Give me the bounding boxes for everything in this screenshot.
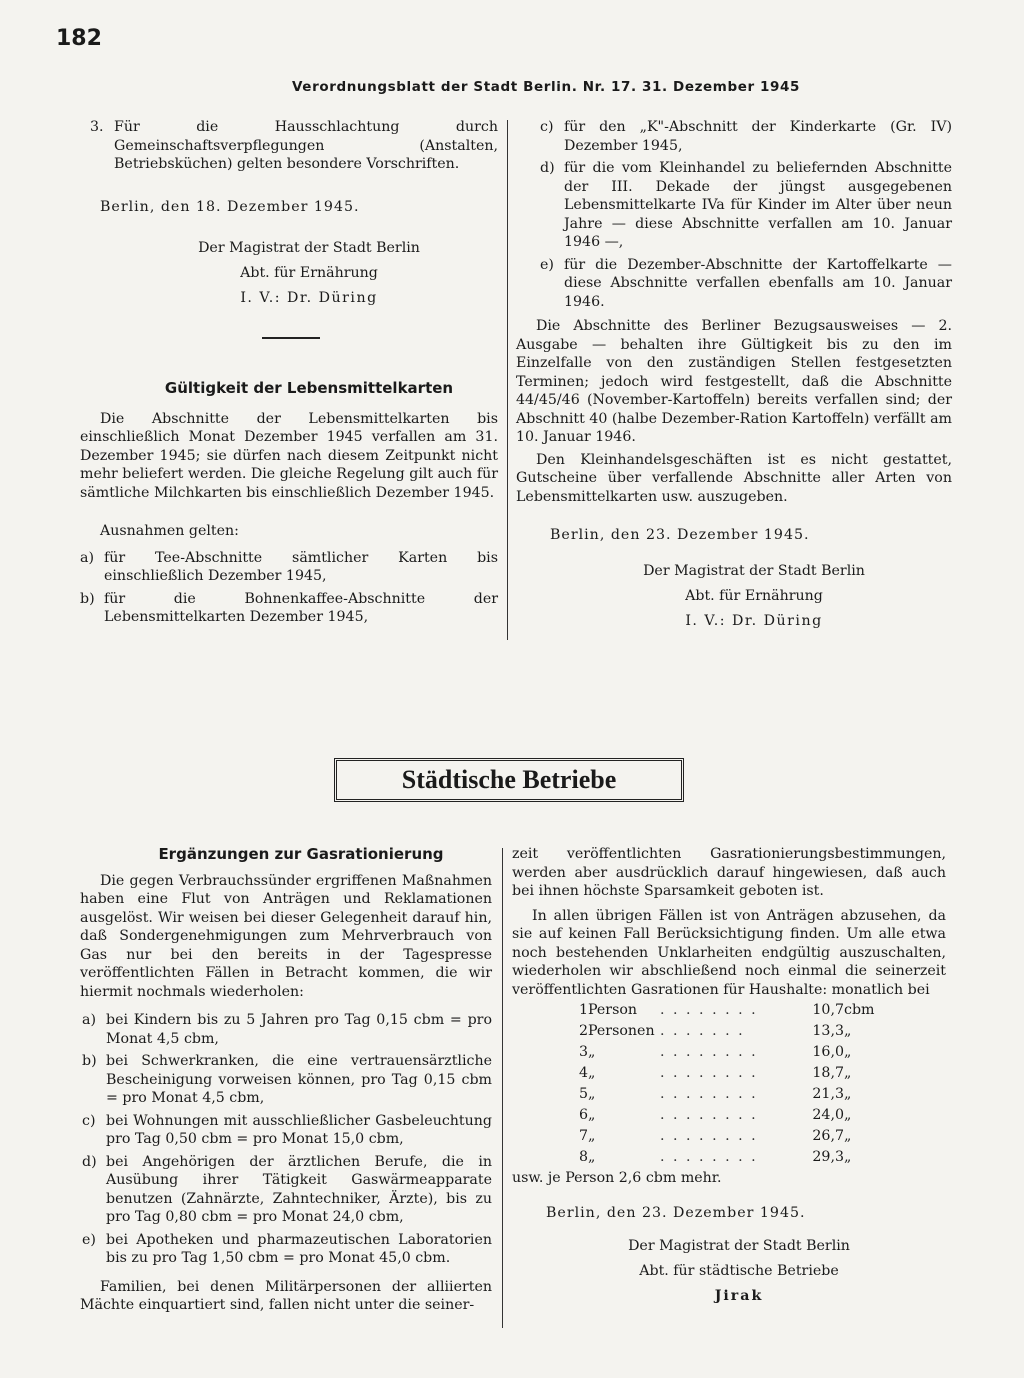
persons-word: „ bbox=[588, 1128, 596, 1144]
section-title: Städtische Betriebe bbox=[334, 758, 684, 802]
list-item bbox=[90, 118, 498, 174]
item-label: b) bbox=[82, 1053, 97, 1069]
leader-dots: . . . . . . . . bbox=[660, 1107, 758, 1123]
item-text: für Tee-Abschnitte sämtlicher Karten bis einschließlich Dezember 1945, bbox=[104, 549, 498, 584]
list-item bbox=[82, 1052, 492, 1108]
persons-count: 5 bbox=[578, 1086, 588, 1102]
persons-word: „ bbox=[588, 1065, 596, 1081]
paragraph: zeit veröffentlichten Gasrationierungsbestimmungen, werden aber ausdrücklich darauf hingewiesen, daß auch bei ihnen höchste Sparsamkeit geboten ist. bbox=[512, 846, 946, 899]
paragraph: Den Kleinhandelsgeschäften ist es nicht gestattet, Gutscheine über verfallende Abschnitte aller Arten von Lebensmittelkarten usw. auszugeben. bbox=[516, 451, 952, 505]
section-heading: Ergänzungen zur Gasrationierung bbox=[158, 845, 444, 863]
left-column-top bbox=[80, 118, 498, 629]
table-row bbox=[570, 1148, 874, 1169]
list-item bbox=[80, 549, 498, 586]
item-label: a) bbox=[80, 549, 94, 566]
item-text: bei Kindern bis zu 5 Jahren pro Tag 0,15 cbm = pro Monat 4,5 cbm, bbox=[106, 1012, 492, 1047]
ration-value: 13,3 bbox=[812, 1023, 844, 1039]
persons-count: 1 bbox=[578, 1002, 588, 1018]
ration-value: 26,7 bbox=[812, 1128, 844, 1144]
gas-ration-table bbox=[570, 1001, 874, 1169]
table-row bbox=[570, 1022, 874, 1043]
persons-count: 7 bbox=[578, 1128, 588, 1144]
ration-unit: cbm bbox=[844, 1002, 875, 1018]
leader-dots: . . . . . . . . bbox=[660, 1044, 758, 1060]
item-text: für die Dezember-Abschnitte der Kartoffelkarte — diese Abschnitte verfallen ebenfalls am 10. Januar 1946. bbox=[564, 256, 952, 310]
paragraph: usw. je Person 2,6 cbm mehr. bbox=[512, 1170, 722, 1186]
table-row bbox=[570, 1085, 874, 1106]
ration-unit: „ bbox=[844, 1044, 852, 1060]
paragraph: Die gegen Verbrauchssünder ergriffenen Maßnahmen haben eine Flut von Anträgen und Reklamationen ausgelöst. Wir weisen bei dieser Gelegenheit darauf hin, daß Sondergenehmigungen zum Mehrverbrauch von Gas nur bei den bereits in der Tagespresse veröffentlichten Fällen in Betracht kommen, die wir hiermit nochmals wiederholen: bbox=[80, 872, 492, 1000]
item-text: bei Schwerkranken, die eine vertrauensärztliche Bescheinigung vorweisen können, pro Tag 0,15 cbm = pro Monat 4,5 cbm, bbox=[106, 1053, 492, 1106]
signature-line: Abt. für Ernährung bbox=[240, 265, 378, 281]
persons-word: Personen bbox=[588, 1023, 655, 1039]
leader-dots: . . . . . . . . bbox=[660, 1065, 758, 1081]
persons-word: Person bbox=[588, 1002, 638, 1018]
persons-count: 6 bbox=[578, 1107, 588, 1123]
list-item bbox=[540, 118, 952, 155]
item-label: d) bbox=[82, 1153, 97, 1170]
table-row bbox=[570, 1001, 874, 1022]
paragraph: Die Abschnitte der Lebensmittelkarten bis einschließlich Monat Dezember 1945 verfallen am 31. Dezember 1945; sie dürfen nach diesem Zeitpunkt nicht mehr beliefert werden. Die gleiche Regelung gilt auch für sämtliche Milchkarten bis einschließlich Dezember 1945. bbox=[80, 410, 498, 501]
item-text: für den „K"-Abschnitt der Kinderkarte (Gr. IV) Dezember 1945, bbox=[564, 119, 952, 154]
list-item bbox=[82, 1153, 492, 1227]
item-text: Für die Hausschlachtung durch Gemeinschaftsverpflegungen (Anstalten, Betriebsküchen) gelten besondere Vorschriften. bbox=[114, 119, 498, 172]
section-heading: Gültigkeit der Lebensmittelkarten bbox=[164, 379, 454, 397]
right-column-top bbox=[516, 118, 952, 634]
item-label: b) bbox=[80, 590, 95, 607]
item-text: bei Apotheken und pharmazeutischen Laboratorien bis zu pro Tag 1,50 cbm = pro Monat 45,0 cbm. bbox=[106, 1231, 492, 1266]
ration-unit: „ bbox=[844, 1065, 852, 1081]
list-item bbox=[540, 159, 952, 252]
item-label: 3. bbox=[90, 119, 104, 135]
persons-word: „ bbox=[588, 1107, 596, 1123]
item-label: c) bbox=[82, 1112, 96, 1129]
paragraph: Die Abschnitte des Berliner Bezugsausweises — 2. Ausgabe — behalten ihre Gültigkeit bis zu den im Einzelfalle von den zuständigen Stellen festgesetzten Terminen; jedoch wird festgestellt, daß die Abschnitte 44/45/46 (November-Kartoffeln) bereits verfallen sind; der Abschnitt 40 (halbe Dezember-Ration Kartoffeln) verfällt am 10. Januar 1946. bbox=[516, 318, 952, 445]
column-divider-bottom bbox=[502, 848, 503, 1328]
leader-dots: . . . . . . . . bbox=[660, 1128, 758, 1144]
ration-unit: „ bbox=[844, 1086, 852, 1102]
ration-value: 18,7 bbox=[812, 1065, 844, 1081]
ration-unit: „ bbox=[844, 1107, 852, 1123]
signature-line: Der Magistrat der Stadt Berlin bbox=[628, 1238, 850, 1254]
item-label: c) bbox=[540, 119, 554, 135]
list-item bbox=[82, 1112, 492, 1149]
ration-value: 21,3 bbox=[812, 1086, 844, 1102]
date-line: Berlin, den 23. Dezember 1945. bbox=[546, 1204, 806, 1221]
ration-value: 16,0 bbox=[812, 1044, 844, 1060]
table-row bbox=[570, 1106, 874, 1127]
date-line: Berlin, den 23. Dezember 1945. bbox=[550, 527, 810, 543]
list-item bbox=[82, 1231, 492, 1268]
column-divider-top bbox=[507, 120, 508, 640]
persons-word: „ bbox=[588, 1149, 596, 1165]
ration-value: 24,0 bbox=[812, 1107, 844, 1123]
running-head: Verordnungsblatt der Stadt Berlin. Nr. 17. 31. Dezember 1945 bbox=[292, 79, 801, 95]
item-text: für die vom Kleinhandel zu beliefernden Abschnitte der III. Dekade der jüngst ausgegebenen Lebensmittelkarte IVa für Kinder im Alter über neun Jahre — diese Abschnitte verfallen am 10. Januar 1946 —, bbox=[564, 160, 952, 250]
signature-line: Abt. für Ernährung bbox=[685, 587, 823, 604]
leader-dots: . . . . . . . . bbox=[660, 1086, 758, 1102]
item-label: e) bbox=[82, 1231, 96, 1248]
signature-line: I. V.: Dr. Düring bbox=[685, 612, 823, 629]
signature-line: Der Magistrat der Stadt Berlin bbox=[198, 240, 420, 256]
persons-count: 4 bbox=[578, 1065, 588, 1081]
ration-unit: „ bbox=[844, 1128, 852, 1144]
list-item bbox=[80, 590, 498, 627]
signature-line: I. V.: Dr. Düring bbox=[240, 290, 378, 306]
ration-value: 29,3 bbox=[812, 1149, 844, 1165]
gas-exceptions-list bbox=[80, 1011, 492, 1268]
signature-line: Der Magistrat der Stadt Berlin bbox=[643, 562, 865, 579]
item-text: bei Angehörigen der ärztlichen Berufe, die in Ausübung ihrer Tätigkeit Gaswärmeapparate benutzen (Zahnärzte, Zahntechniker, Ärzte), bis zu pro Tag 0,80 cbm = pro Monat 24,0 cbm, bbox=[106, 1153, 492, 1225]
item-label: d) bbox=[540, 160, 555, 176]
date-line: Berlin, den 18. Dezember 1945. bbox=[100, 198, 360, 215]
ration-unit: „ bbox=[844, 1149, 852, 1165]
item-text: für die Bohnenkaffee-Abschnitte der Lebensmittelkarten Dezember 1945, bbox=[104, 590, 498, 625]
separator-rule bbox=[262, 337, 320, 339]
ration-value: 10,7 bbox=[812, 1002, 844, 1018]
leader-dots: . . . . . . . . bbox=[660, 1002, 758, 1018]
table-row bbox=[570, 1043, 874, 1064]
signature-line: Jirak bbox=[714, 1288, 764, 1304]
table-row bbox=[570, 1127, 874, 1148]
signature-line: Abt. für städtische Betriebe bbox=[639, 1263, 839, 1279]
paragraph: In allen übrigen Fällen ist von Anträgen abzusehen, da sie auf keinen Fall Berücksichtigung finden. Um alle etwa noch bestehenden Unklarheiten endgültig auszuschalten, wiederholen wir abschließend noch einmal die seinerzeit veröffentlichten Gasrationen für Haushalte: monatlich bei bbox=[512, 907, 946, 998]
persons-count: 3 bbox=[578, 1044, 588, 1060]
persons-count: 8 bbox=[578, 1149, 588, 1165]
list-item bbox=[82, 1011, 492, 1048]
list-item bbox=[540, 256, 952, 312]
item-label: e) bbox=[540, 256, 554, 273]
leader-dots: . . . . . . . bbox=[660, 1023, 745, 1039]
paragraph: Familien, bei denen Militärpersonen der alliierten Mächte einquartiert sind, fallen nicht unter die seiner- bbox=[80, 1278, 492, 1313]
page-number: 182 bbox=[56, 26, 102, 51]
exceptions-list bbox=[80, 549, 498, 627]
item-label: a) bbox=[82, 1012, 96, 1028]
item-text: bei Wohnungen mit ausschließlicher Gasbeleuchtung pro Tag 0,50 cbm = pro Monat 15,0 cbm, bbox=[106, 1112, 492, 1147]
paragraph: Ausnahmen gelten: bbox=[100, 523, 239, 539]
persons-word: „ bbox=[588, 1086, 596, 1102]
ration-unit: „ bbox=[844, 1023, 852, 1039]
leader-dots: . . . . . . . . bbox=[660, 1149, 758, 1165]
right-column-bottom bbox=[512, 845, 946, 1309]
table-row bbox=[570, 1064, 874, 1085]
persons-word: „ bbox=[588, 1044, 596, 1060]
persons-count: 2 bbox=[578, 1023, 588, 1039]
left-column-bottom bbox=[80, 845, 492, 1315]
